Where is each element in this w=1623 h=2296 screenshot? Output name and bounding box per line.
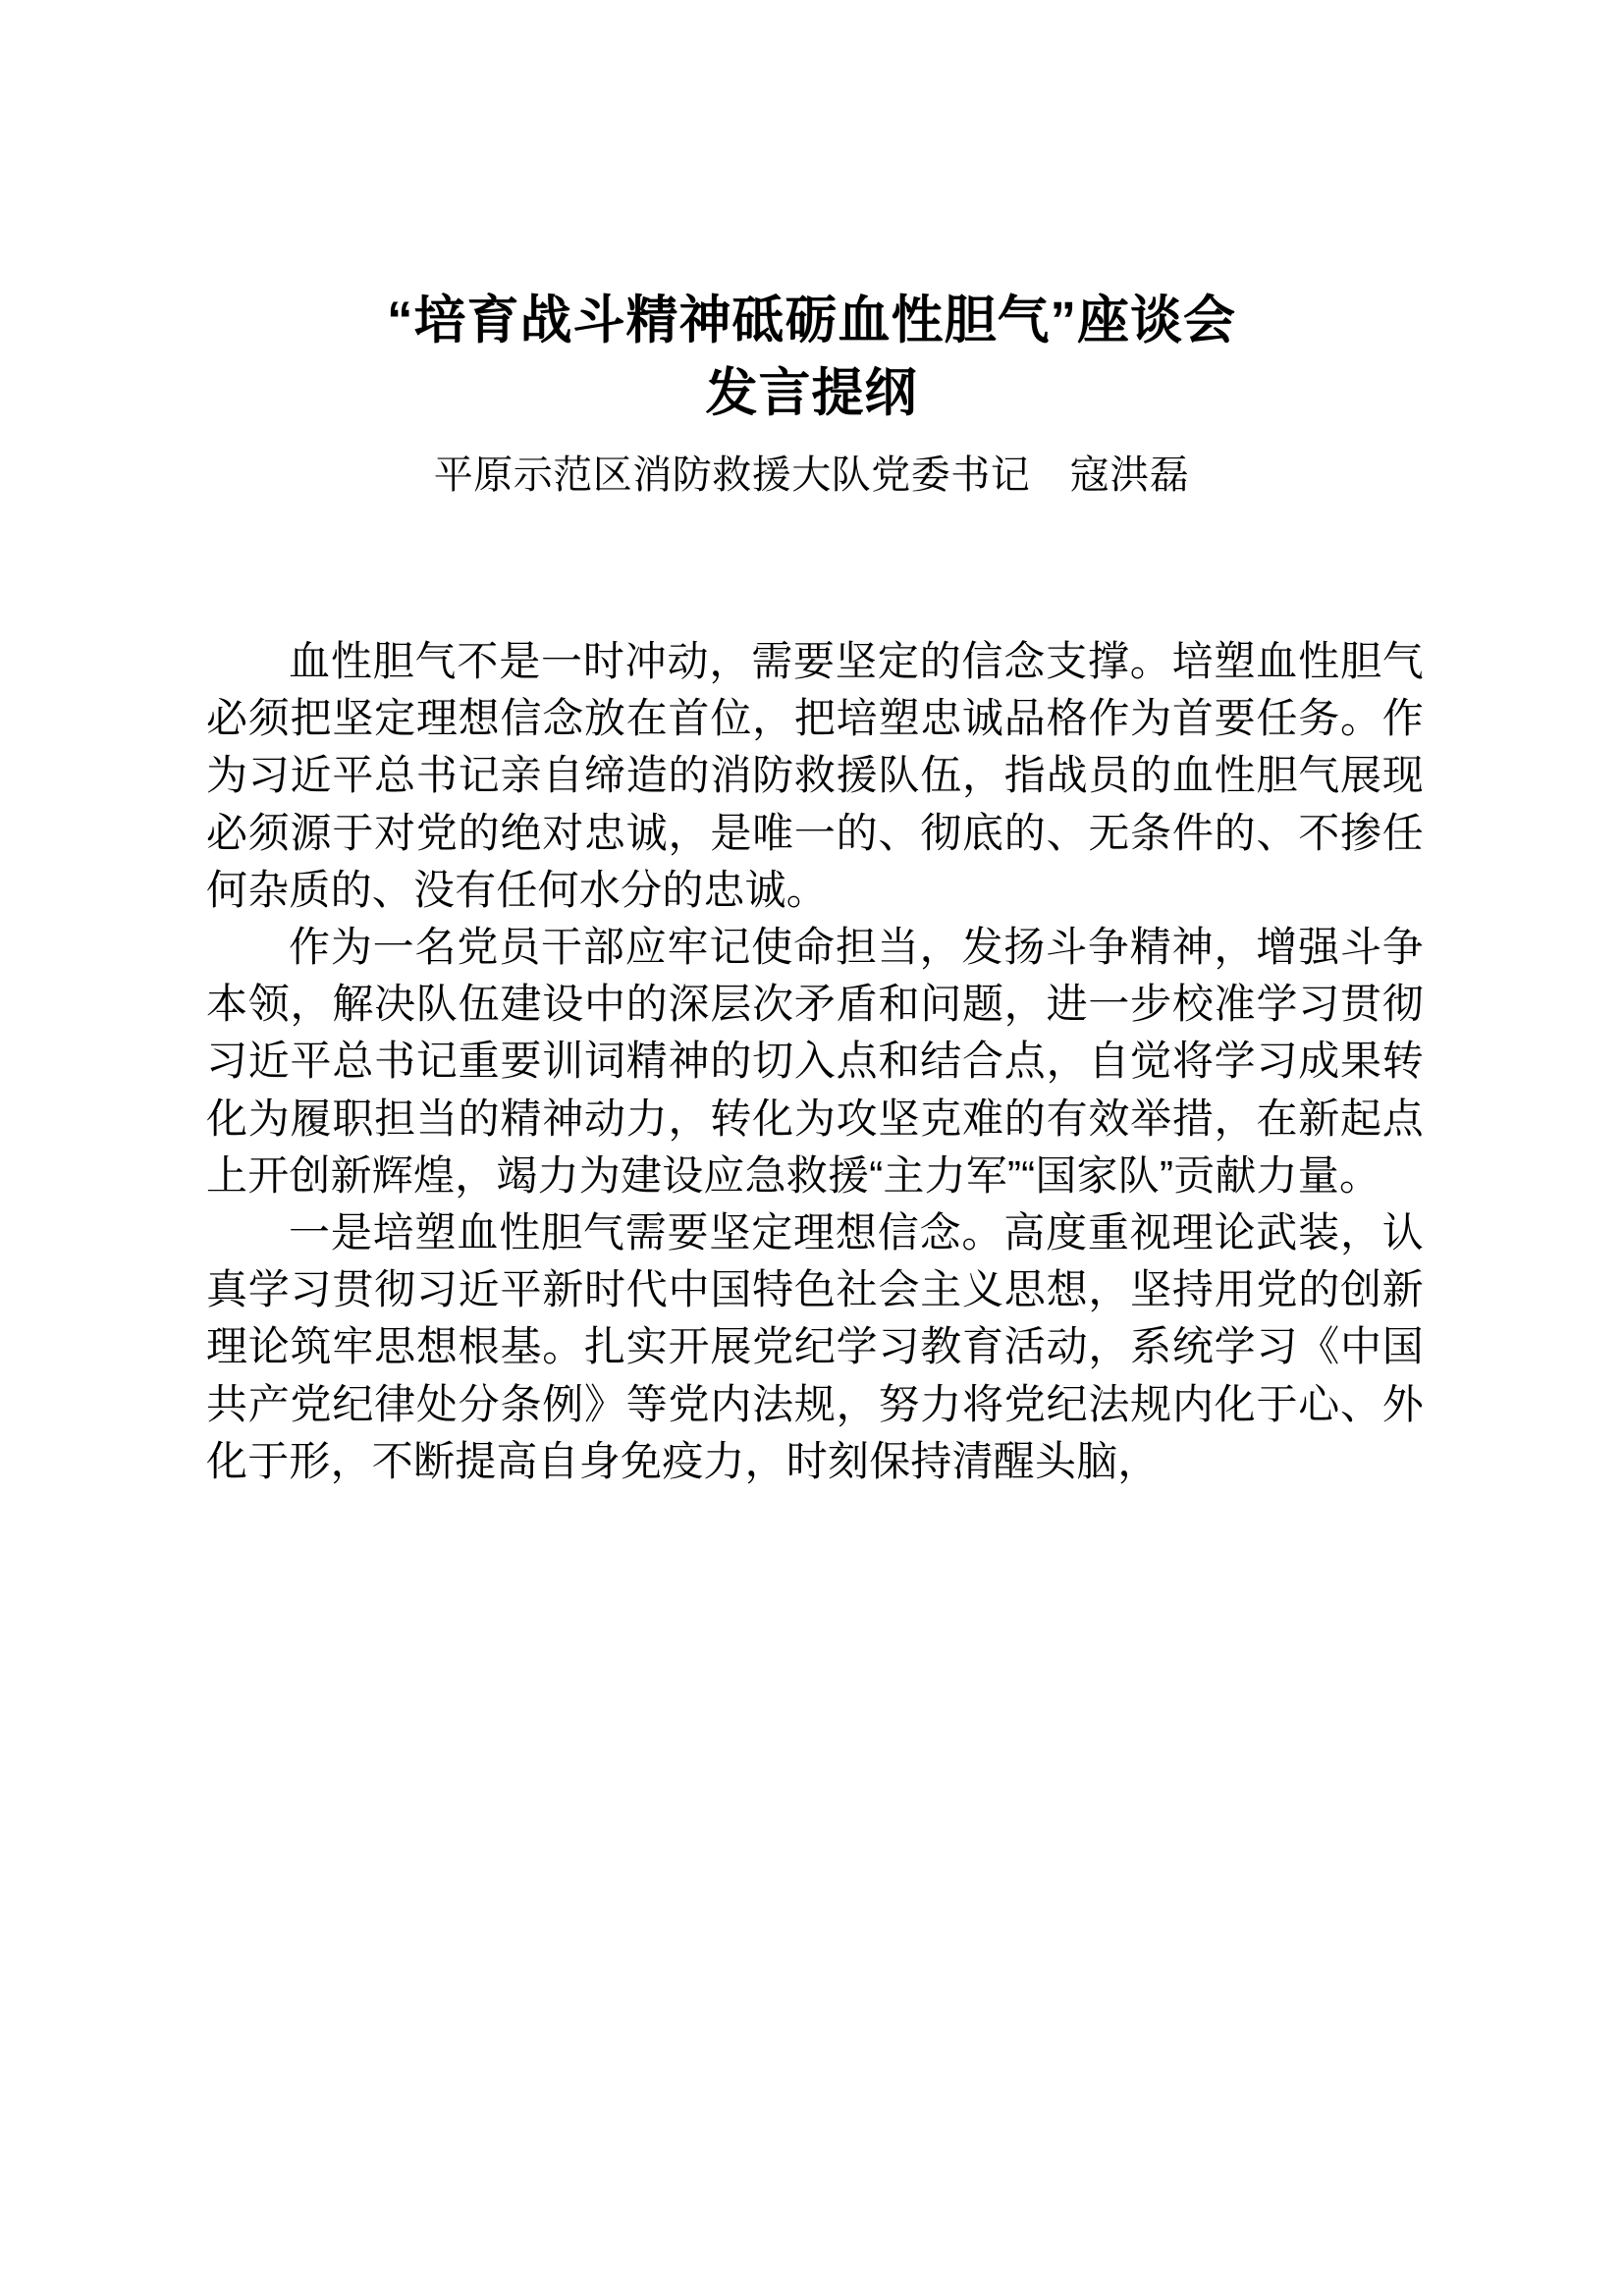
document-byline: 平原示范区消防救援大队党委书记 寇洪磊 [433,454,1190,497]
document-body [206,633,1424,1490]
document-title-line-1: “培育战斗精神砥砺血性胆气”座谈会 [387,292,1236,349]
body-paragraph: 一是培塑血性胆气需要坚定理想信念。高度重视理论武装，认真学习贯彻习近平新时代中国特色社会主义思想，坚持用党的创新理论筑牢思想根基。扎实开展党纪学习教育活动，系统学习《中国共产党纪律处分条例》等党内法规，努力将党纪法规内化于心、外化于形，不断提高自身免疫力，时刻保持清醒头脑， [206,1209,1424,1484]
document-title-line-2: 发言提纲 [705,364,918,422]
body-paragraph: 血性胆气不是一时冲动，需要坚定的信念支撑。培塑血性胆气必须把坚定理想信念放在首位，把培塑忠诚品格作为首要任务。作为习近平总书记亲自缔造的消防救援队伍，指战员的血性胆气展现必须源于对党的绝对忠诚，是唯一的、彻底的、无条件的、不掺任何杂质的、没有任何水分的忠诚。 [206,638,1424,913]
title-block [0,285,1623,503]
body-paragraph: 作为一名党员干部应牢记使命担当，发扬斗争精神，增强斗争本领，解决队伍建设中的深层次矛盾和问题，进一步校准学习贯彻习近平总书记重要训词精神的切入点和结合点，自觉将学习成果转化为履职担当的精神动力，转化为攻坚克难的有效举措，在新起点上开创新辉煌，竭力为建设应急救援“主力军”“国家队”贡献力量。 [206,924,1424,1199]
